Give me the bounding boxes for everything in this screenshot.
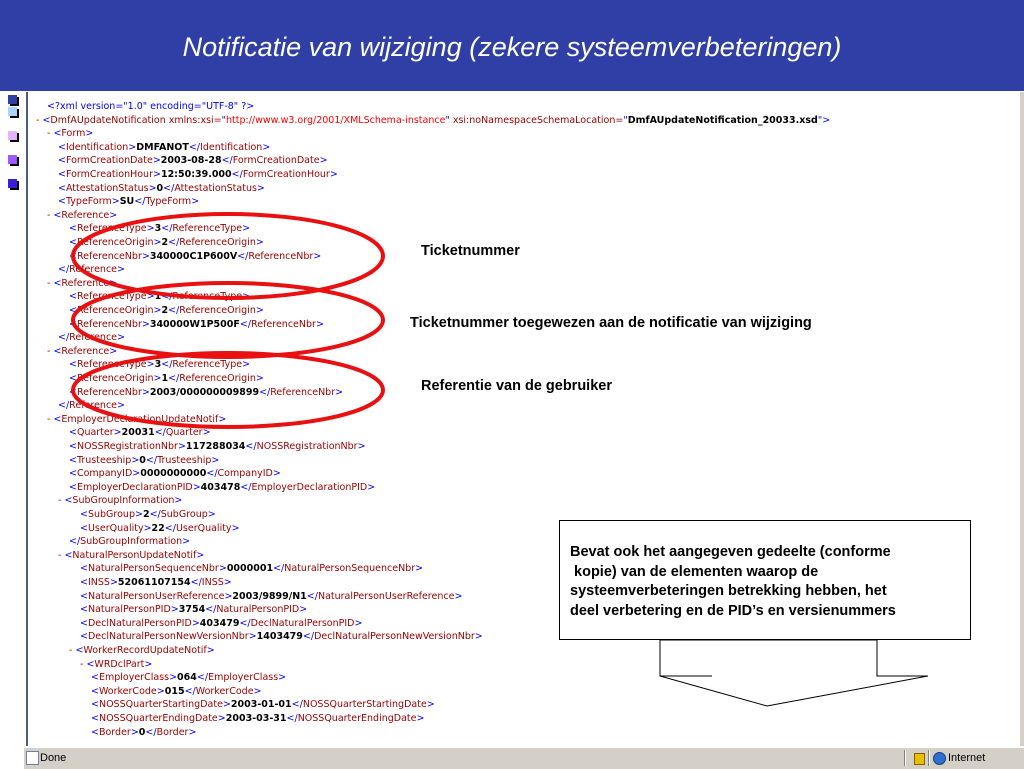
collapse-toggle[interactable]: - xyxy=(80,658,87,670)
collapse-toggle[interactable]: - xyxy=(47,413,54,425)
xml-line: <FormCreationHour>12:50:39.000</FormCreationHour> xyxy=(58,169,338,180)
collapse-toggle[interactable]: - xyxy=(36,114,43,126)
xml-line: <Border>0</Border> xyxy=(91,726,197,738)
xml-line: </SubGroupInformation> xyxy=(69,536,191,548)
xml-line: <SubGroup>2</SubGroup> xyxy=(80,509,216,520)
xml-line[interactable]: - <WRDclPart> xyxy=(80,658,153,670)
xml-line: <ReferenceType>3</ReferenceType> xyxy=(69,223,251,235)
xml-line: <ReferenceNbr>340000C1P600V</ReferenceNbr> xyxy=(69,250,322,262)
xml-line: <ReferenceOrigin>1</ReferenceOrigin> xyxy=(69,373,264,384)
xml-line[interactable]: - <Reference> xyxy=(47,277,118,289)
xml-line: <Quarter>20031</Quarter> xyxy=(69,427,211,439)
xml-line: </Reference> xyxy=(58,400,125,412)
xml-line: <ReferenceNbr>2003/000000009899</ReferenceNbr> xyxy=(69,386,344,398)
xml-line[interactable]: - <WorkerRecordUpdateNotif> xyxy=(69,645,215,656)
xml-line: <ReferenceOrigin>2</ReferenceOrigin> xyxy=(69,305,264,316)
xml-line: <NaturalPersonPID>3754</NaturalPersonPID> xyxy=(80,604,308,616)
xml-line: <CompanyID>0000000000</CompanyID> xyxy=(69,468,281,480)
status-text: Done xyxy=(40,752,67,764)
xml-line: <NOSSQuarterEndingDate>2003-03-31</NOSSQuarterEndingDate> xyxy=(91,713,425,724)
xml-line: </Reference> xyxy=(58,332,125,344)
xml-line: <UserQuality>22</UserQuality> xyxy=(80,522,240,534)
xml-line: <NOSSRegistrationNbr>117288034</NOSSRegistrationNbr> xyxy=(69,441,366,452)
xml-line: <Trusteeship>0</Trusteeship> xyxy=(69,454,220,466)
ellipse-ticketnummer-notificatie xyxy=(73,283,383,357)
xml-line: <ReferenceType>3</ReferenceType> xyxy=(69,359,251,371)
callout-ticketnummer: Ticketnummer xyxy=(421,243,520,259)
xml-line: <ReferenceNbr>340000W1P500F</ReferenceNbr> xyxy=(69,318,324,330)
xml-line: <NaturalPersonUserReference>2003/9899/N1</NaturalPersonUserReference> xyxy=(80,590,463,602)
xml-line: <NOSSQuarterStartingDate>2003-01-01</NOSSQuarterStartingDate> xyxy=(91,699,435,711)
lock-icon xyxy=(914,753,925,765)
collapse-toggle[interactable]: - xyxy=(58,495,65,507)
collapse-toggle[interactable]: - xyxy=(47,277,54,289)
xml-line: <?xml version="1.0" encoding="UTF-8" ?> xyxy=(47,101,255,112)
xml-line[interactable]: - <Reference> xyxy=(47,345,118,357)
xml-line: <TypeForm>SU</TypeForm> xyxy=(58,196,200,208)
xml-line: <WorkerCode>015</WorkerCode> xyxy=(91,685,262,697)
page-status-icon xyxy=(26,751,39,765)
xml-line: <AttestationStatus>0</AttestationStatus> xyxy=(58,182,265,194)
collapse-toggle[interactable]: - xyxy=(58,549,65,561)
callout-ticketnummer-notificatie: Ticketnummer toegewezen aan de notificatie van wijziging xyxy=(410,315,812,331)
explanation-box: Bevat ook het aangegeven gedeelte (conforme kopie) van de elementen waarop de systeemverbeteringen betrekking hebben, het deel verbetering en de PID’s en versienummers xyxy=(559,520,971,640)
collapse-toggle[interactable]: - xyxy=(47,128,54,140)
callout-referentie-gebruiker: Referentie van de gebruiker xyxy=(421,378,612,394)
xml-line[interactable]: - <DmfAUpdateNotification xmlns:xsi="http://www.w3.org/2001/XMLSchema-instance" xsi:noNamespaceSchemaLocation="DmfAUpdateNotification_20033.xsd"> xyxy=(36,114,831,126)
xml-line[interactable]: - <EmployerDeclarationUpdateNotif> xyxy=(47,413,227,425)
xml-line: <NaturalPersonSequenceNbr>0000001</NaturalPersonSequenceNbr> xyxy=(80,563,424,575)
down-arrow-shape xyxy=(660,640,928,706)
globe-icon xyxy=(933,752,946,765)
xml-line: <DeclNaturalPersonNewVersionNbr>1403479</DeclNaturalPersonNewVersionNbr> xyxy=(80,631,483,643)
xml-line: <Identification>DMFANOT</Identification> xyxy=(58,141,271,153)
xml-line[interactable]: - <SubGroupInformation> xyxy=(58,495,183,507)
xml-line: <FormCreationDate>2003-08-28</FormCreationDate> xyxy=(58,155,328,167)
xml-line: <EmployerDeclarationPID>403478</EmployerDeclarationPID> xyxy=(69,481,376,493)
xml-line: <EmployerClass>064</EmployerClass> xyxy=(91,672,287,684)
collapse-toggle[interactable]: - xyxy=(47,209,54,221)
ellipse-referentie-gebruiker xyxy=(73,353,383,427)
zone-text: Internet xyxy=(948,752,986,764)
ellipse-ticketnummer xyxy=(73,214,383,298)
slide-title: Notificatie van wijziging (zekere systeemverbeteringen) xyxy=(182,32,842,62)
status-bar xyxy=(24,747,1024,769)
xml-line[interactable]: - <Reference> xyxy=(47,209,118,221)
xml-line: <INSS>52061107154</INSS> xyxy=(80,577,232,588)
collapse-toggle[interactable]: - xyxy=(69,645,76,656)
xml-line[interactable]: - <Form> xyxy=(47,128,94,140)
xml-line: <ReferenceType>1</ReferenceType> xyxy=(69,291,251,303)
xml-line: <DeclNaturalPersonPID>403479</DeclNaturalPersonPID> xyxy=(80,617,363,629)
xml-line: </Reference> xyxy=(58,264,125,276)
xml-line[interactable]: - <NaturalPersonUpdateNotif> xyxy=(58,549,205,561)
xml-line: <ReferenceOrigin>2</ReferenceOrigin> xyxy=(69,237,264,248)
collapse-toggle[interactable]: - xyxy=(47,345,54,357)
